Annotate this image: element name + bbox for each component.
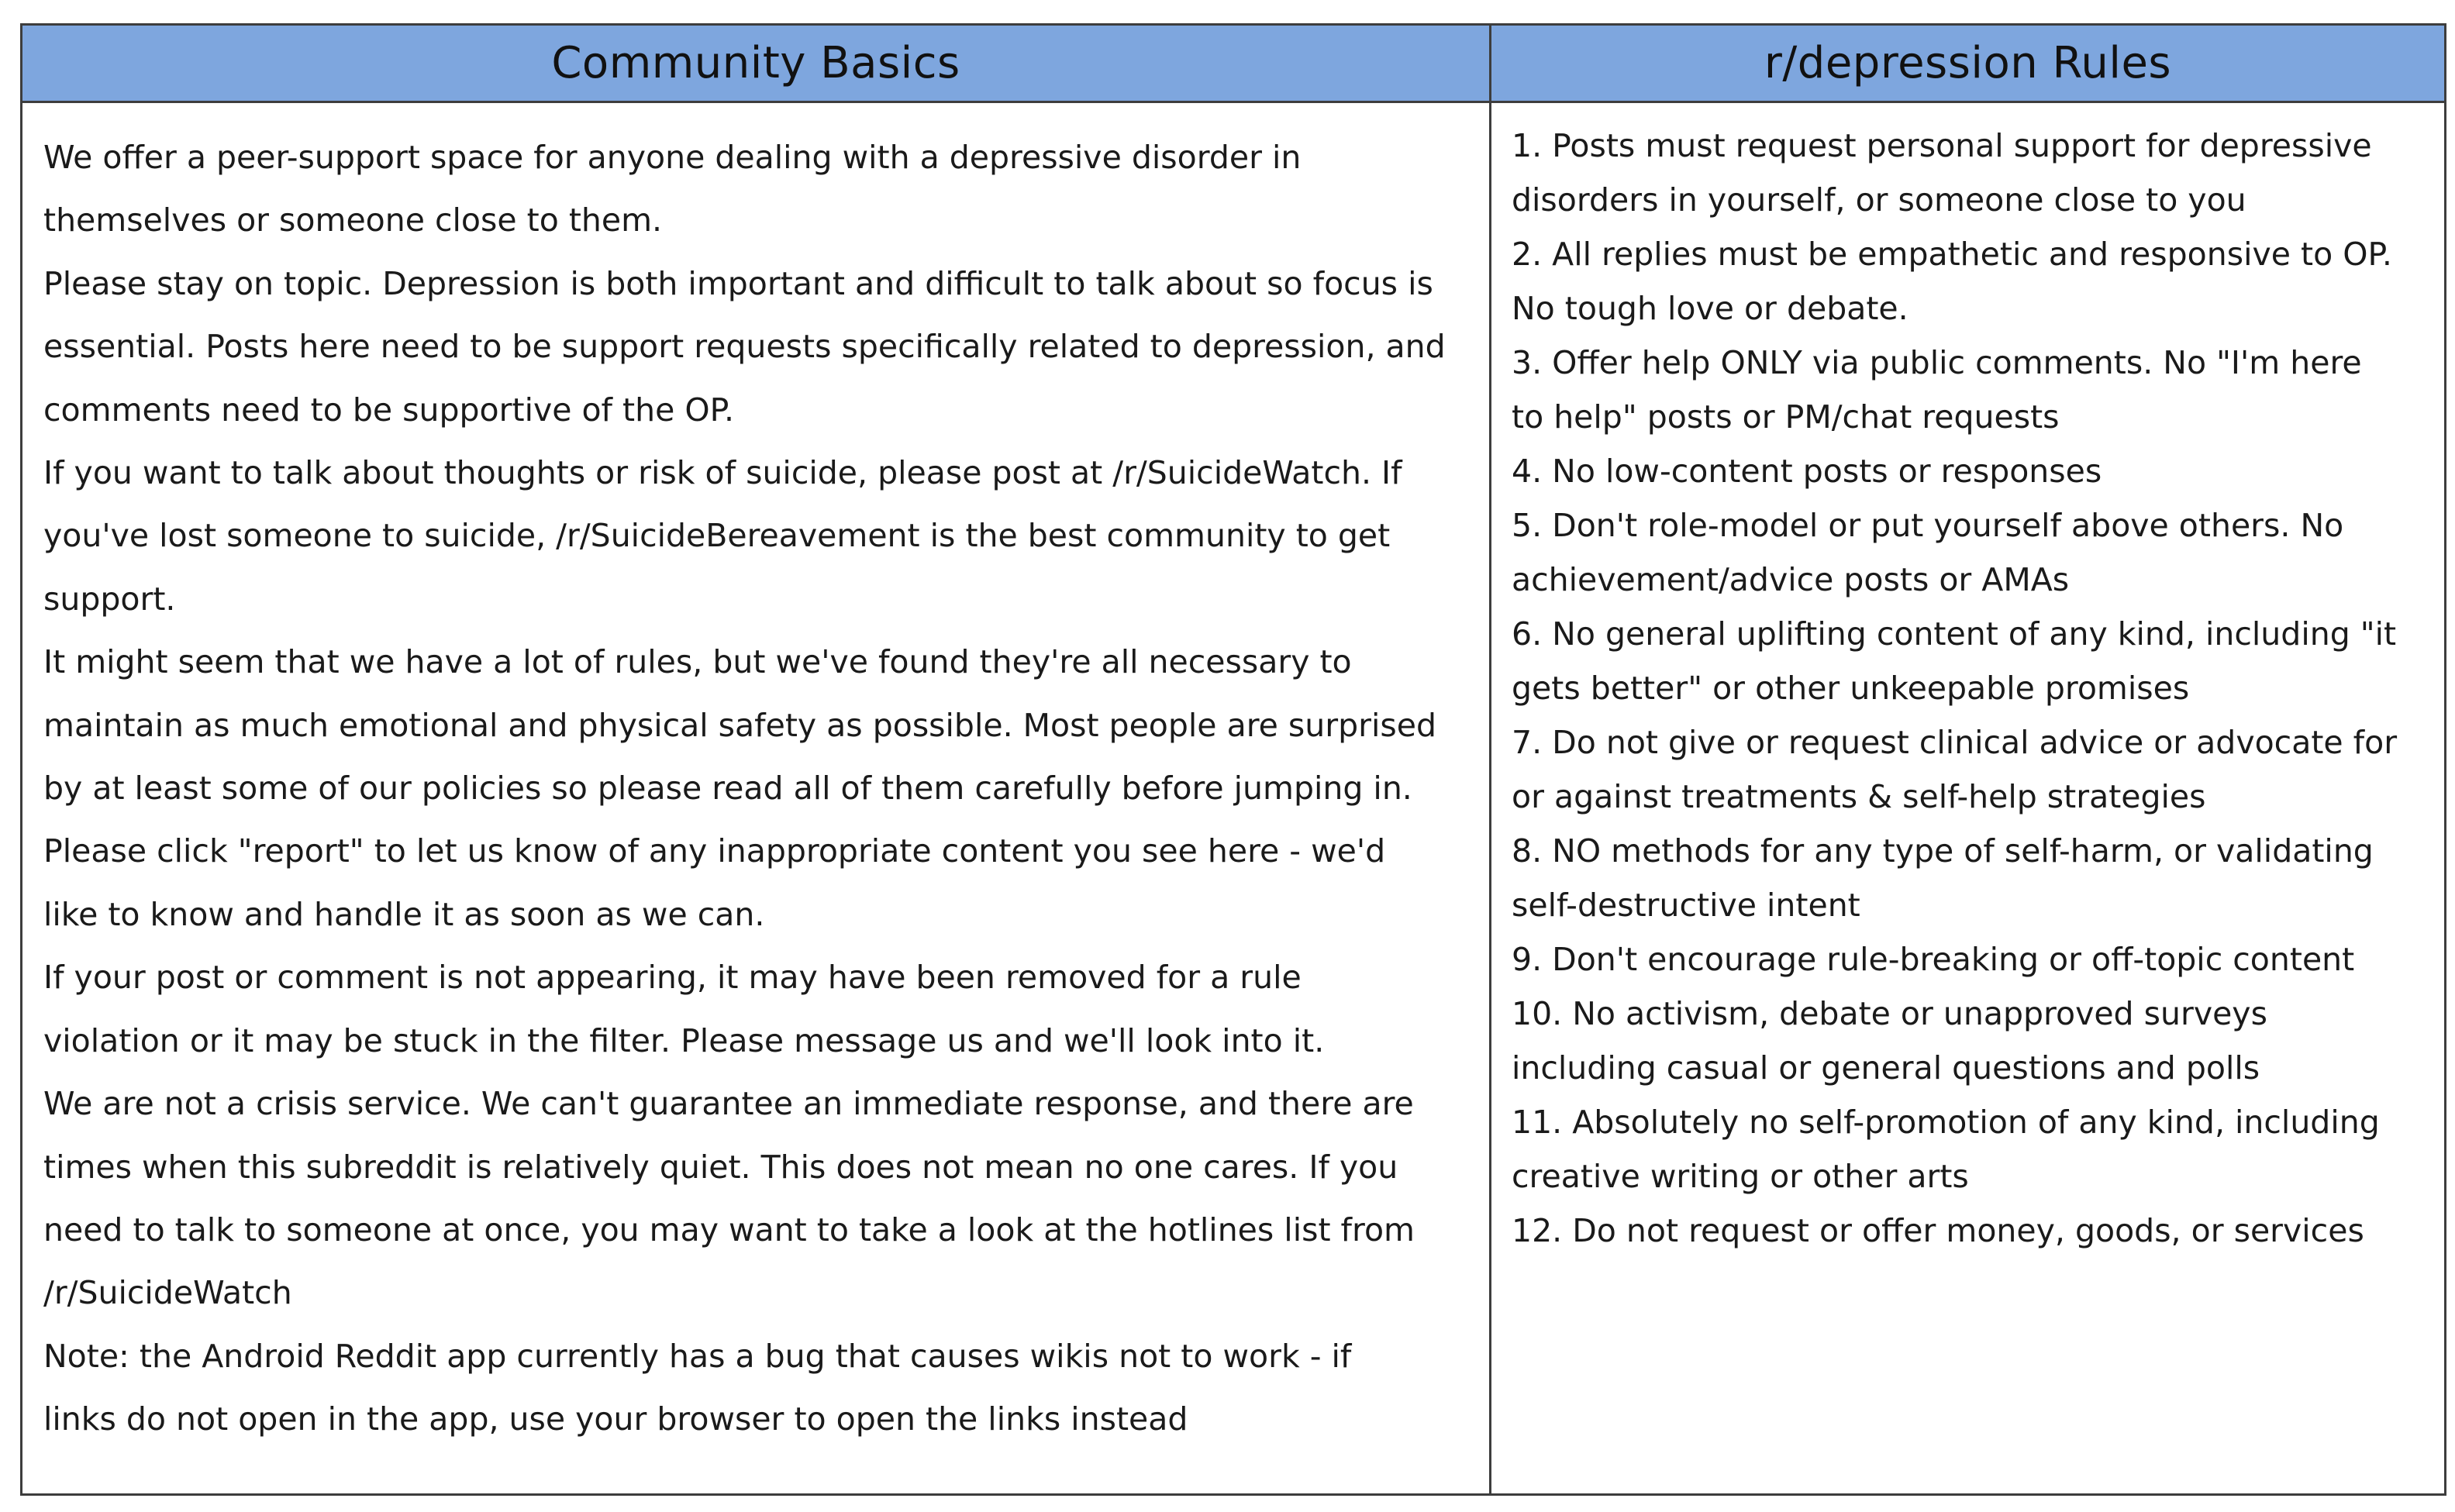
basics-paragraph (43, 1325, 1474, 1452)
rule-line: 5. Don't role-model or put yourself above others. No (1512, 507, 2344, 544)
rules-header: r/depression Rules (1491, 26, 2444, 103)
basics-line: need to talk to someone at once, you may want to take a look at the hotlines list from (43, 1211, 1415, 1249)
basics-line: /r/SuicideWatch (43, 1274, 292, 1312)
rule-item (1512, 444, 2432, 498)
basics-line: It might seem that we have a lot of rules, but we've found they're all necessary to (43, 643, 1352, 681)
community-basics-cell (22, 103, 1491, 1493)
rule-line: 11. Absolutely no self-promotion of any kind, including (1512, 1104, 2380, 1141)
rule-line: 6. No general uplifting content of any kind, including "it (1512, 615, 2397, 653)
rule-item (1512, 336, 2432, 444)
rule-item (1512, 1095, 2432, 1204)
basics-line: support. (43, 580, 176, 618)
basics-line: maintain as much emotional and physical safety as possible. Most people are surprised (43, 706, 1436, 744)
basics-line: Note: the Android Reddit app currently has a bug that causes wikis not to work - if (43, 1337, 1352, 1375)
basics-line: essential. Posts here need to be support requests specifically related to depression, and (43, 328, 1446, 366)
info-table (20, 23, 2446, 1496)
basics-paragraph (43, 442, 1474, 631)
basics-paragraph (43, 631, 1474, 820)
community-basics-header: Community Basics (22, 26, 1491, 103)
basics-paragraph (43, 946, 1474, 1073)
rule-line: 1. Posts must request personal support for depressive (1512, 127, 2372, 164)
rule-item (1512, 715, 2432, 824)
rule-line: self-destructive intent (1512, 887, 1860, 924)
rule-line: achievement/advice posts or AMAs (1512, 561, 2070, 598)
rule-item (1512, 932, 2432, 987)
rule-item (1512, 824, 2432, 932)
rule-line: or against treatments & self-help strategies (1512, 778, 2206, 815)
basics-line: If your post or comment is not appearing, it may have been removed for a rule (43, 959, 1302, 997)
basics-line: comments need to be supportive of the OP. (43, 391, 734, 429)
basics-line: like to know and handle it as soon as we can. (43, 895, 765, 933)
basics-paragraph (43, 253, 1474, 442)
basics-line: Please click "report" to let us know of any inappropriate content you see here - we'd (43, 832, 1386, 870)
rule-item (1512, 119, 2432, 227)
rule-line: to help" posts or PM/chat requests (1512, 398, 2060, 436)
rule-line: 10. No activism, debate or unapproved surveys (1512, 995, 2267, 1032)
basics-line: We offer a peer-support space for anyone dealing with a depressive disorder in (43, 139, 1302, 176)
basics-paragraph (43, 1073, 1474, 1325)
basics-line: themselves or someone close to them. (43, 201, 663, 239)
basics-line: times when this subreddit is relatively quiet. This does not mean no one cares. If you (43, 1148, 1398, 1186)
rule-line: disorders in yourself, or someone close to you (1512, 181, 2246, 219)
rule-line: 3. Offer help ONLY via public comments. No "I'm here (1512, 344, 2362, 381)
rule-line: including casual or general questions and polls (1512, 1049, 2260, 1087)
rule-line: 4. No low-content posts or responses (1512, 453, 2102, 490)
rule-line: No tough love or debate. (1512, 290, 1908, 327)
rule-line: gets better" or other unkeepable promises (1512, 670, 2190, 707)
rule-item (1512, 227, 2432, 336)
rule-line: 7. Do not give or request clinical advice or advocate for (1512, 724, 2398, 761)
basics-paragraph (43, 126, 1474, 253)
rule-line: 12. Do not request or offer money, goods, or services (1512, 1212, 2364, 1249)
rule-item (1512, 987, 2432, 1095)
basics-line: We are not a crisis service. We can't guarantee an immediate response, and there are (43, 1085, 1414, 1123)
basics-line: by at least some of our policies so please read all of them carefully before jumping in. (43, 770, 1412, 808)
basics-line: If you want to talk about thoughts or risk of suicide, please post at /r/SuicideWatch. If (43, 454, 1402, 492)
basics-line: Please stay on topic. Depression is both important and difficult to talk about so focus is (43, 264, 1433, 302)
rule-line: creative writing or other arts (1512, 1158, 1969, 1195)
rule-line: 8. NO methods for any type of self-harm, or validating (1512, 832, 2374, 870)
rule-item (1512, 498, 2432, 607)
rules-cell (1491, 103, 2444, 1493)
basics-paragraph (43, 820, 1474, 946)
rule-line: 9. Don't encourage rule-breaking or off-topic content (1512, 941, 2355, 978)
rule-item (1512, 607, 2432, 715)
rule-line: 2. All replies must be empathetic and responsive to OP. (1512, 236, 2392, 273)
rule-item (1512, 1204, 2432, 1258)
basics-line: you've lost someone to suicide, /r/SuicideBereavement is the best community to get (43, 517, 1391, 555)
basics-line: links do not open in the app, use your browser to open the links instead (43, 1400, 1188, 1438)
basics-line: violation or it may be stuck in the filter. Please message us and we'll look into it. (43, 1021, 1325, 1059)
